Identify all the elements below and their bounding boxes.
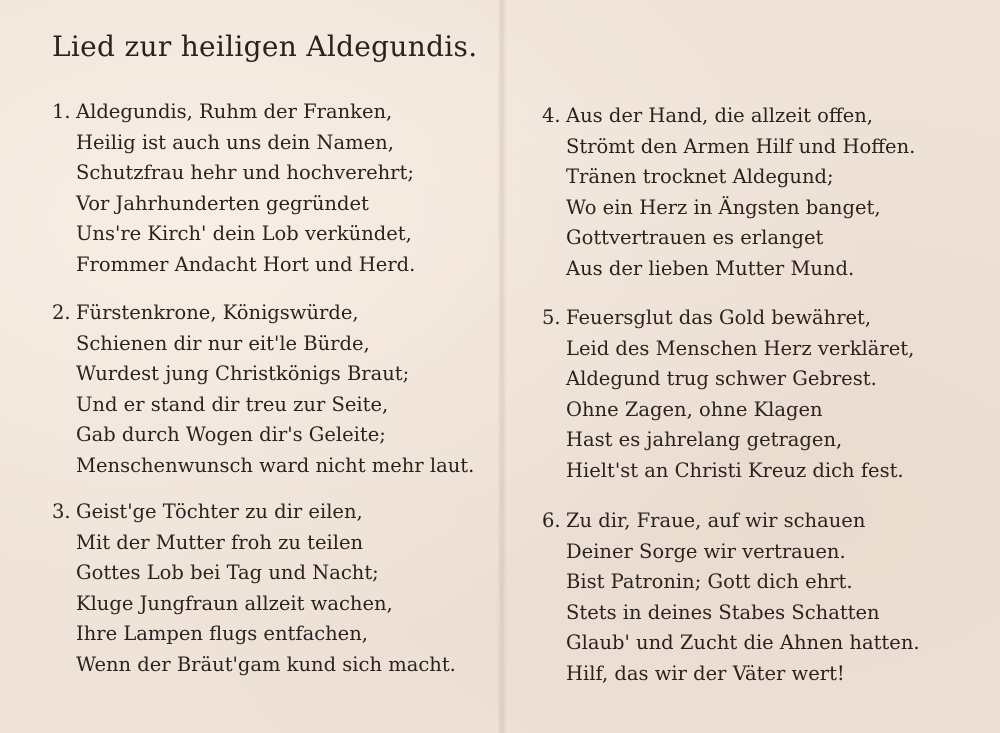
- stanza-line-text: Kluge Jungfraun allzeit wachen,: [76, 591, 393, 615]
- stanza-4: [542, 101, 915, 284]
- stanza-line: [542, 303, 914, 334]
- stanza-line: [52, 451, 474, 482]
- stanza-line: [542, 628, 920, 659]
- stanza-6: [542, 506, 920, 689]
- stanza-line-text: Strömt den Armen Hilf und Hoffen.: [566, 134, 916, 158]
- stanza-line-text: Wurdest jung Christkönigs Braut;: [76, 362, 410, 385]
- stanza-line-text: Gottvertrauen es erlanget: [566, 226, 824, 249]
- stanza-line: [542, 425, 914, 456]
- stanza-line-text: Und er stand dir treu zur Seite,: [76, 392, 389, 416]
- stanza-line-text: Zu dir, Fraue, auf wir schauen: [566, 509, 866, 532]
- stanza-line: [542, 132, 915, 163]
- stanza-5: [542, 303, 914, 486]
- stanza-line: [52, 619, 456, 650]
- stanza-number: 2.: [52, 301, 71, 324]
- stanza-1: [52, 97, 415, 280]
- stanza-number: 4.: [542, 104, 561, 127]
- hymn-title: Lied zur heiligen Aldegundis.: [52, 30, 478, 63]
- stanza-line-text: Gab durch Wogen dir's Geleite;: [76, 423, 386, 446]
- stanza-line: [52, 528, 456, 559]
- stanza-line: [542, 506, 920, 537]
- stanza-line-text: Vor Jahrhunderten gegründet: [76, 191, 369, 215]
- stanza-line-text: Wenn der Bräut'gam kund sich macht.: [76, 652, 456, 676]
- stanza-line-text: Hilf, das wir der Väter wert!: [566, 661, 845, 685]
- stanza-number: 1.: [52, 100, 71, 123]
- stanza-line-text: Deiner Sorge wir vertrauen.: [566, 539, 846, 563]
- stanza-line: [542, 395, 914, 426]
- stanza-line-text: Schienen dir nur eit'le Bürde,: [76, 331, 370, 355]
- stanza-line-text: Ohne Zagen, ohne Klagen: [566, 397, 823, 421]
- stanza-number: 5.: [542, 306, 561, 329]
- stanza-line: [542, 598, 920, 629]
- stanza-line-text: Geist'ge Töchter zu dir eilen,: [76, 500, 363, 523]
- stanza-line-text: Frommer Andacht Hort und Herd.: [76, 252, 416, 276]
- stanza-line-text: Menschenwunsch ward nicht mehr laut.: [76, 453, 475, 477]
- stanza-line: [52, 390, 474, 421]
- stanza-line: [542, 567, 920, 598]
- stanza-line: [542, 101, 915, 132]
- stanza-line-text: Aldegund trug schwer Gebrest.: [566, 367, 877, 390]
- stanza-line: [542, 334, 914, 365]
- stanza-line-text: Aldegundis, Ruhm der Franken,: [76, 100, 393, 123]
- stanza-line: [52, 359, 474, 390]
- stanza-line-text: Ihre Lampen flugs entfachen,: [76, 622, 368, 645]
- stanza-line: [52, 497, 456, 528]
- stanza-line: [52, 97, 415, 128]
- page-fold: [497, 0, 507, 733]
- stanza-line: [52, 128, 415, 159]
- stanza-line: [52, 420, 474, 451]
- stanza-line-text: Mit der Mutter froh zu teilen: [76, 530, 364, 554]
- stanza-line: [52, 158, 415, 189]
- stanza-line: [542, 537, 920, 568]
- stanza-line: [52, 558, 456, 589]
- stanza-number: 3.: [52, 500, 71, 523]
- stanza-line: [52, 650, 456, 681]
- stanza-line-text: Wo ein Herz in Ängsten banget,: [566, 195, 881, 219]
- stanza-line: [52, 219, 415, 250]
- stanza-line: [542, 364, 914, 395]
- stanza-line: [52, 189, 415, 220]
- stanza-line-text: Bist Patronin; Gott dich ehrt.: [566, 570, 853, 593]
- stanza-line: [542, 193, 915, 224]
- stanza-line-text: Feuersglut das Gold bewähret,: [566, 306, 872, 329]
- stanza-3: [52, 497, 456, 680]
- stanza-line: [542, 162, 915, 193]
- stanza-line: [542, 456, 914, 487]
- stanza-line-text: Uns're Kirch' dein Lob verkündet,: [76, 222, 412, 245]
- stanza-line-text: Fürstenkrone, Königswürde,: [76, 301, 359, 324]
- stanza-line: [542, 254, 915, 285]
- stanza-line-text: Leid des Menschen Herz verkläret,: [566, 336, 915, 360]
- stanza-line-text: Schutzfrau hehr und hochverehrt;: [76, 161, 414, 184]
- stanza-line-text: Hielt'st an Christi Kreuz dich fest.: [566, 458, 904, 482]
- stanza-line: [542, 659, 920, 690]
- stanza-line: [52, 589, 456, 620]
- stanza-line-text: Aus der Hand, die allzeit offen,: [566, 104, 873, 127]
- stanza-2: [52, 298, 474, 481]
- stanza-line: [52, 329, 474, 360]
- stanza-line-text: Stets in deines Stabes Schatten: [566, 600, 880, 624]
- stanza-line: [52, 298, 474, 329]
- stanza-line-text: Aus der lieben Mutter Mund.: [566, 256, 855, 280]
- stanza-line-text: Glaub' und Zucht die Ahnen hatten.: [566, 631, 920, 654]
- stanza-line-text: Gottes Lob bei Tag und Nacht;: [76, 561, 379, 584]
- stanza-number: 6.: [542, 509, 561, 532]
- stanza-line-text: Hast es jahrelang getragen,: [566, 428, 843, 451]
- stanza-line: [542, 223, 915, 254]
- stanza-line-text: Tränen trocknet Aldegund;: [566, 165, 834, 188]
- stanza-line-text: Heilig ist auch uns dein Namen,: [76, 130, 394, 154]
- stanza-line: [52, 250, 415, 281]
